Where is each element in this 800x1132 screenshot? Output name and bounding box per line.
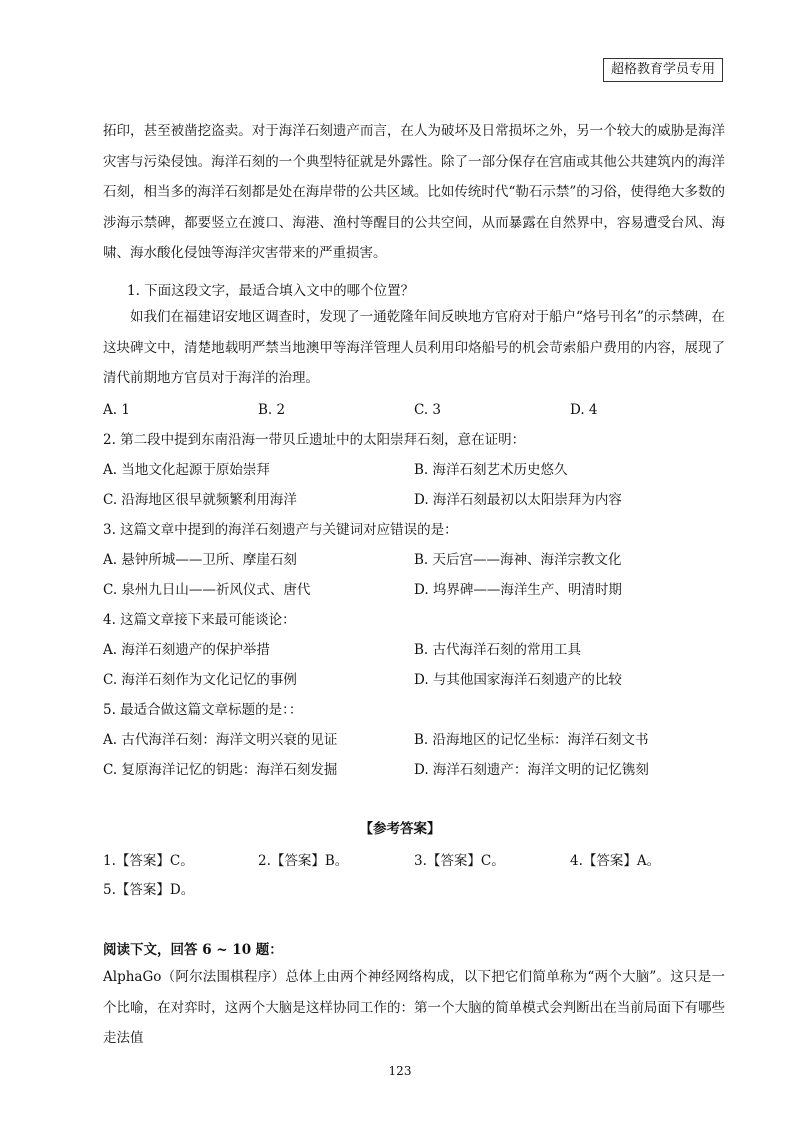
option-a: A. 当地文化起源于原始崇拜	[103, 462, 270, 478]
answer-item: 3.【答案】C。	[414, 853, 505, 869]
passage-continuation: 拓印，甚至被凿挖盗卖。对于海洋石刻遗产而言，在人为破坏及日常损坏之外，另一个较大的威胁是海洋灾害与污染侵蚀。海洋石刻的一个典型特征就是外露性。除了一部分保存在宫庙或其他公共建筑内的海洋石刻，相当多的海洋石刻都是处在海岸带的公共区域。比如传统时代“勒石示禁”的习俗，使得绝大多数的涉海示禁碑，都要竖立在渡口、海港、渔村等醒目的公共空间，从而暴露在自然界中，容易遭受台风、海啸、海水酸化侵蚀等海洋灾害带来的严重损害。	[103, 123, 725, 261]
header-tag: 超格教育学员专用	[603, 58, 723, 82]
question-stem: 5. 最适合做这篇文章标题的是：：	[103, 702, 303, 718]
answer-item: 1.【答案】C。	[103, 853, 194, 869]
option-a: A. 古代海洋石刻：海洋文明兴衰的见证	[103, 732, 338, 748]
option-b: B. 天后宫——海神、海洋宗教文化	[414, 552, 622, 568]
answers-title: 【参考答案】	[359, 821, 441, 837]
option-b: B. 海洋石刻艺术历史悠久	[414, 462, 568, 478]
option-d: D. 4	[570, 402, 598, 418]
option-d: D. 海洋石刻最初以太阳崇拜为内容	[414, 492, 622, 508]
question-stem: 2. 第二段中提到东南沿海一带贝丘遗址中的太阳崇拜石刻，意在证明：	[103, 432, 526, 448]
page-number: 123	[388, 1064, 412, 1078]
option-d: D. 海洋石刻遗产：海洋文明的记忆镌刻	[414, 762, 649, 778]
question-stem: 4. 这篇文章接下来最可能谈论：	[103, 612, 296, 628]
option-b: B. 沿海地区的记忆坐标：海洋石刻文书	[414, 732, 649, 748]
option-c: C. 复原海洋记忆的钥匙：海洋石刻发掘	[103, 762, 338, 778]
option-a: A. 悬钟所城——卫所、摩崖石刻	[103, 552, 297, 568]
option-c: C. 泉州九日山——祈风仪式、唐代	[103, 582, 311, 598]
section-text: AlphaGo（阿尔法围棋程序）总体上由两个神经网络构成，以下把它们简单称为“两个大脑”。这只是一个比喻，在对弈时，这两个大脑是这样协同工作的：第一个大脑的简单模式会判断出在当前局面下有哪些走法值	[103, 969, 725, 1046]
question-stem: 3. 这篇文章中提到的海洋石刻遗产与关键词对应错误的是：	[103, 522, 458, 538]
option-a: A. 1	[103, 402, 130, 418]
option-c: C. 3	[414, 402, 442, 418]
option-c: C. 海洋石刻作为文化记忆的事例	[103, 672, 297, 688]
option-d: D. 与其他国家海洋石刻遗产的比较	[414, 672, 622, 688]
option-d: D. 坞界碑——海洋生产、明清时期	[414, 582, 622, 598]
question-stem: 1. 下面这段文字，最适合填入文中的哪个位置？	[127, 283, 415, 299]
answer-item: 2.【答案】B。	[258, 853, 349, 869]
section-heading: 阅读下文，回答 6 ~ 10 题：	[103, 942, 283, 958]
option-c: C. 沿海地区很早就频繁利用海洋	[103, 492, 297, 508]
answer-item: 5.【答案】D。	[103, 882, 195, 898]
option-b: B. 古代海洋石刻的常用工具	[414, 642, 582, 658]
option-b: B. 2	[258, 402, 286, 418]
answer-item: 4.【答案】A。	[570, 853, 661, 869]
question-extra-text: 如我们在福建诏安地区调查时，发现了一通乾隆年间反映地方官府对于船户“烙号刊名”的示禁碑，在这块碑文中，清楚地载明严禁当地澳甲等海洋管理人员利用印烙船号的机会苛索船户费用的内容，展现了清代前期地方官员对于海洋的治理。	[103, 309, 725, 386]
option-a: A. 海洋石刻遗产的保护举措	[103, 642, 270, 658]
